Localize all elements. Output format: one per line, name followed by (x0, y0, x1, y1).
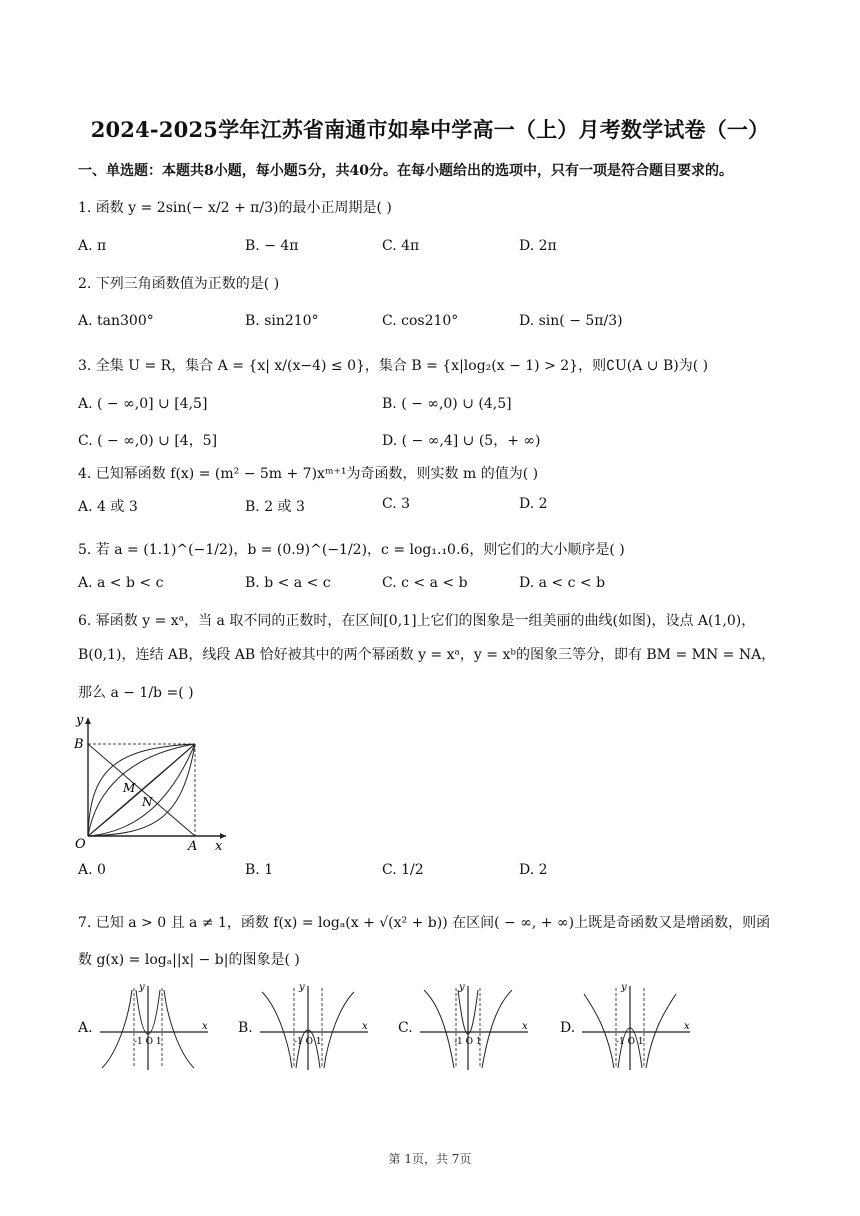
section-heading: 一、单选题：本题共8小题，每小题5分，共40分。在每小题给出的选项中，只有一项是符合题目要求的。 (78, 163, 733, 179)
question-2-stem: 2. 下列三角函数值为正数的是( ) (78, 276, 280, 292)
question-3-option-a[interactable]: A. ( − ∞,0] ∪ [4,5] (78, 396, 208, 412)
question-7-graph-b[interactable] (256, 982, 374, 1074)
question-4-stem: 4. 已知幂函数 f(x) = (m² − 5m + 7)xᵐ⁺¹为奇函数，则实数 m 的值为( ) (78, 466, 539, 482)
question-3-stem: 3. 全集 U = R，集合 A = {x| x/(x−4) ≤ 0}，集合 B = {x|log₂(x − 1) > 2}，则∁U(A ∪ B)为( ) (78, 358, 709, 374)
question-4-option-a[interactable]: A. 4 或 3 (78, 499, 138, 515)
question-6-stem-line-2: B(0,1)，连结 AB，线段 AB 恰好被其中的两个幂函数 y = xᵃ，y = xᵇ的图象三等分，即有 BM = MN = NA， (78, 647, 776, 663)
svg-text:y: y (299, 982, 305, 993)
question-7-option-d-letter[interactable]: D. (560, 1020, 576, 1036)
question-2-option-b[interactable]: B. sin210° (245, 313, 319, 329)
svg-text:x: x (362, 1021, 368, 1032)
question-5-option-d[interactable]: D. a < c < b (519, 575, 606, 591)
question-7-option-b-letter[interactable]: B. (238, 1020, 253, 1036)
page-title: 2024-2025学年江苏省南通市如皋中学高一（上）月考数学试卷（一） (90, 117, 770, 142)
question-2-option-d[interactable]: D. sin( − 5π/3) (519, 313, 623, 329)
svg-text:y: y (459, 982, 465, 993)
question-7-option-c-letter[interactable]: C. (398, 1020, 413, 1036)
question-4-option-c[interactable]: C. 3 (382, 496, 411, 512)
question-3-option-c[interactable]: C. ( − ∞,0) ∪ [4，5] (78, 433, 218, 449)
label-b: B (74, 737, 84, 752)
svg-text:-1 O 1: -1 O 1 (454, 1037, 482, 1047)
question-1-stem: 1. 函数 y = 2sin(− x/2 + π/3)的最小正周期是( ) (78, 200, 392, 216)
question-7-graph-a[interactable] (96, 982, 214, 1074)
question-7-option-a-letter[interactable]: A. (78, 1020, 93, 1036)
question-7-stem-line-2: 数 g(x) = logₐ||x| − b|的图象是( ) (78, 952, 300, 968)
svg-text:-1 O 1: -1 O 1 (294, 1037, 322, 1047)
question-4-option-b[interactable]: B. 2 或 3 (245, 499, 305, 515)
question-5-option-c[interactable]: C. c < a < b (382, 575, 468, 591)
label-o: O (75, 837, 86, 852)
question-6-option-a[interactable]: A. 0 (78, 862, 106, 878)
question-7-graph-d[interactable] (578, 982, 696, 1074)
question-2-option-c[interactable]: C. cos210° (382, 313, 459, 329)
question-5-stem: 5. 若 a = (1.1)^(−1/2)，b = (0.9)^(−1/2)，c = log₁.₁0.6，则它们的大小顺序是( ) (78, 542, 625, 558)
question-1-option-b[interactable]: B. − 4π (245, 238, 299, 254)
svg-text:y: y (621, 982, 627, 993)
question-7-stem-line-1: 7. 已知 a > 0 且 a ≠ 1，函数 f(x) = logₐ(x + √(x² + b)) 在区间( − ∞, + ∞)上既是奇函数又是增函数，则函 (78, 915, 771, 931)
question-5-option-a[interactable]: A. a < b < c (78, 575, 164, 591)
question-6-option-c[interactable]: C. 1/2 (382, 862, 424, 878)
question-3-option-d[interactable]: D. ( − ∞,4] ∪ (5，+ ∞) (382, 433, 541, 449)
svg-text:-1 O 1: -1 O 1 (616, 1037, 644, 1047)
label-y: y (76, 713, 84, 728)
question-5-option-b[interactable]: B. b < a < c (245, 575, 331, 591)
question-1-option-d[interactable]: D. 2π (519, 238, 557, 254)
label-m: M (123, 781, 136, 795)
svg-text:-1 O 1: -1 O 1 (134, 1037, 162, 1047)
question-7-graph-c[interactable] (416, 982, 534, 1074)
label-x: x (215, 839, 223, 852)
question-1-option-a[interactable]: A. π (78, 238, 107, 254)
page-footer: 第 1页，共 7页 (388, 1152, 472, 1166)
question-6-option-b[interactable]: B. 1 (245, 862, 274, 878)
question-6-stem-line-1: 6. 幂函数 y = xᵃ，当 a 取不同的正数时，在区间[0,1]上它们的图象是一组美丽的曲线(如图)，设点 A(1,0)， (78, 613, 756, 629)
svg-text:x: x (684, 1021, 690, 1032)
question-6-stem-line-3: 那么 a − 1/b =( ) (78, 685, 194, 701)
svg-text:x: x (202, 1021, 208, 1032)
svg-text:x: x (522, 1021, 528, 1032)
y-axis-arrow (85, 718, 91, 724)
question-1-option-c[interactable]: C. 4π (382, 238, 420, 254)
svg-text:y: y (139, 982, 145, 993)
question-2-option-a[interactable]: A. tan300° (78, 313, 154, 329)
question-4-option-d[interactable]: D. 2 (519, 496, 548, 512)
question-3-option-b[interactable]: B. ( − ∞,0) ∪ (4,5] (382, 396, 512, 412)
label-n: N (142, 795, 153, 809)
power-function-figure (74, 710, 234, 852)
label-a: A (188, 839, 198, 852)
question-6-option-d[interactable]: D. 2 (519, 862, 548, 878)
